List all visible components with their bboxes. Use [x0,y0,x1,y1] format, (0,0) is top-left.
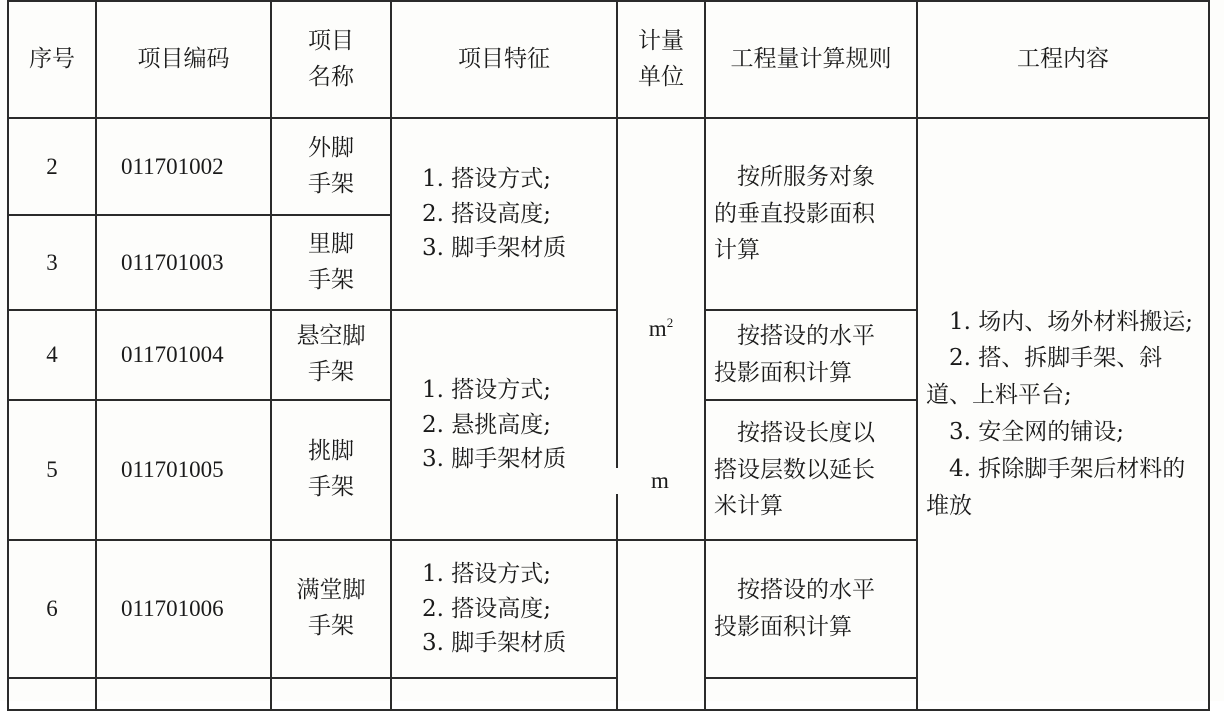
unit-cell-empty [617,540,705,710]
rule-line: 投影面积计算 [714,614,852,640]
spec-table [7,0,1210,711]
header-name-line1: 项目 [308,27,354,54]
row-name-line1: 挑脚 [308,438,354,465]
unit-area-sup: 2 [666,315,674,331]
unit-length-label: m [616,468,704,494]
content-line: 2. 搭、拆脚手架、斜道、上料平台; [926,345,1163,409]
row-name-line2: 手架 [308,170,354,197]
row-code: 011701004 [96,310,271,400]
feature-line: 1. 搭设方式; [422,377,552,404]
row-no: 4 [8,310,96,400]
rule-cell [705,310,917,400]
rule-line: 的垂直投影面积 [714,200,875,227]
tail-cell [391,678,617,710]
row-name-line2: 手架 [308,266,354,293]
header-unit-line2: 单位 [638,63,684,90]
content-line: 3. 安全网的铺设; [949,419,1125,445]
features-cell [391,540,617,678]
feature-line: 3. 脚手架材质 [422,630,567,657]
row-name-line1: 满堂脚 [296,577,366,604]
row-name-line2: 手架 [308,613,354,639]
row-no: 6 [8,540,96,678]
rule-line: 米计算 [714,493,783,520]
rule-line: 按搭设长度以 [737,419,875,446]
header-code: 项目编码 [96,1,271,118]
features-cell [391,310,617,540]
header-no: 序号 [8,1,96,118]
row-name-line2: 手架 [308,359,354,385]
row-no: 3 [8,215,96,310]
header-rule: 工程量计算规则 [705,1,917,118]
rule-line: 搭设层数以延长 [714,456,875,483]
feature-line: 3. 脚手架材质 [422,235,567,262]
rule-line: 按所服务对象 [737,163,875,190]
row-no: 2 [8,118,96,215]
header-content: 工程内容 [917,1,1209,118]
feature-line: 3. 脚手架材质 [422,446,567,473]
row-name-line1: 悬空脚 [296,323,366,350]
row-name [271,310,391,400]
header-name-line2: 名称 [308,63,354,90]
tail-cell [8,678,96,710]
rule-line: 投影面积计算 [714,360,852,386]
header-name [271,1,391,118]
row-code: 011701003 [96,215,271,310]
rule-cell [705,118,917,310]
tail-cell [96,678,271,710]
tail-cell [705,678,917,710]
row-code: 011701006 [96,540,271,678]
rule-cell [705,540,917,678]
header-row [8,1,1209,118]
row-name [271,215,391,310]
feature-line: 2. 搭设高度; [422,595,552,622]
unit-area: m [648,316,667,342]
row-name-line1: 里脚 [308,230,354,257]
rule-line: 计算 [714,237,760,264]
row-name-line1: 外脚 [308,134,354,161]
rule-cell [705,400,917,540]
header-unit-line1: 计量 [638,27,684,54]
rule-line: 按搭设的水平 [737,577,875,604]
features-cell [391,118,617,310]
row-name [271,118,391,215]
feature-line: 1. 搭设方式; [422,561,552,588]
row-name-line2: 手架 [308,474,354,500]
content-line: 1. 场内、场外材料搬运; [949,308,1194,335]
tail-cell [271,678,391,710]
row-code: 011701005 [96,400,271,540]
row-no: 5 [8,400,96,540]
feature-line: 1. 搭设方式; [422,166,552,193]
row-name [271,400,391,540]
row-name [271,540,391,678]
feature-line: 2. 悬挑高度; [422,411,552,438]
row-code: 011701002 [96,118,271,215]
table-row [8,118,1209,215]
rule-line: 按搭设的水平 [737,323,875,350]
content-cell [917,118,1209,710]
feature-line: 2. 搭设高度; [422,200,552,227]
header-unit [617,1,705,118]
header-features: 项目特征 [391,1,617,118]
content-line: 4. 拆除脚手架后材料的堆放 [926,455,1186,519]
